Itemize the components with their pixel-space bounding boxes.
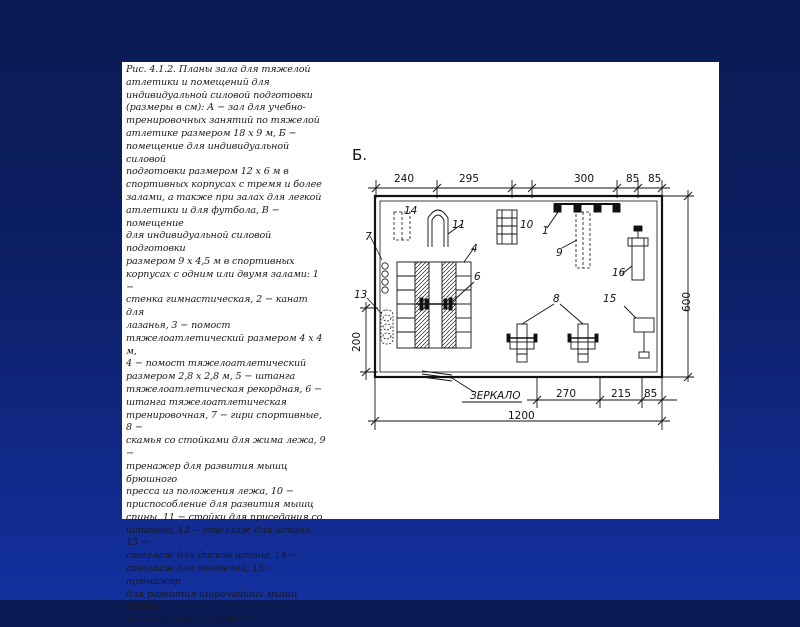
rowing-machine-16	[622, 226, 648, 280]
plan-title: Б.	[352, 146, 368, 164]
label-8: 8	[553, 293, 560, 305]
dim-height-600: 600	[681, 291, 693, 312]
dim-top-240: 240	[394, 173, 415, 185]
dim-bottom-215: 215	[611, 388, 632, 400]
label-11: 11	[452, 219, 466, 231]
lat-trainer-15	[624, 306, 654, 358]
figure-caption: Рис. 4.1.2. Планы зала для тяжелой атлетики и помещений для индивидуальной силовой подготовки (размеры в см): А − зал для учебно- тренировочных занятий по тяжелой атлетике размером 18 х 9 м, Б − помещение для индивидуальной силовой подготовки размером 12 х 6 м в спортивных корпусах с тремя и более залами, а также при залах для легкой атлетики и для футбола, В − помещение для индивидуальной силовой подготовки размером 9 х 4,5 м в спортивных корпусах с одним или двумя залами: 1 − стенка гимнастическая, 2 − канат для лазанья, 3 − помост тяжелоатлетический размером 4 х 4 м, 4 − помост тяжелоатлетический размером 2,8 х 2,8 м, 5 − штанга тяжелоатлетическая рекордная, 6 − штанга тяжелоатлетическая тренировочная, 7 − гири спортивные, 8 − скамья со стойками для жима лежа, 9 − тренажер для развития мышц брюшного пресса из положения лежа, 10 − приспособление для развития мышц спины, 11 − стойки для приседания со штангой, 12 − стеллаж для штанг, 13 − стеллаж для дисков штанг, 14 − стеллаж для гантелей, 15 − тренажер для развития широчайших мышц спины, 16 − тренажер "гребля"	[126, 64, 326, 626]
right-dimension-line	[662, 190, 694, 382]
abs-trainer-9	[576, 212, 590, 268]
label-6: 6	[474, 271, 481, 283]
label-13: 13	[354, 289, 368, 301]
back-apparatus-10	[497, 210, 517, 244]
kettlebells-7	[370, 236, 388, 293]
dim-top-85b: 85	[648, 173, 662, 185]
label-1: 1	[542, 225, 549, 237]
dim-top-85a: 85	[626, 173, 640, 185]
label-4: 4	[471, 243, 478, 255]
platform-4	[397, 248, 474, 348]
bench-press-8	[507, 304, 598, 362]
label-10: 10	[520, 219, 534, 231]
label-9: 9	[556, 247, 563, 259]
dim-bottom-270: 270	[556, 388, 577, 400]
dim-total-1200: 1200	[508, 410, 535, 422]
disk-rack-13	[381, 310, 393, 344]
floor-plan	[122, 62, 719, 519]
label-14: 14	[404, 205, 418, 217]
dim-bottom-85: 85	[644, 388, 658, 400]
dim-top-295: 295	[459, 173, 480, 185]
label-16: 16	[612, 267, 626, 279]
figure-slide	[122, 62, 719, 626]
label-15: 15	[603, 293, 617, 305]
total-width-dimension	[368, 377, 670, 430]
label-7: 7	[365, 231, 372, 243]
mirror-label: ЗЕРКАЛО	[470, 390, 521, 402]
wall-bars-1	[547, 204, 620, 228]
dim-top-300: 300	[574, 173, 595, 185]
dim-left-200: 200	[351, 331, 363, 352]
